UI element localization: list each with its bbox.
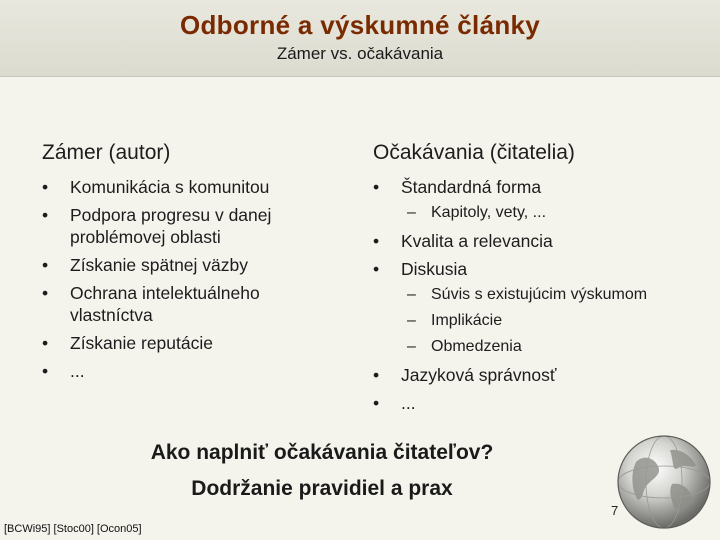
bullet-item: • Štandardná forma — [373, 176, 713, 198]
left-column-heading: Zámer (autor) — [42, 141, 171, 164]
bullet-item: • Komunikácia s komunitou — [42, 176, 332, 198]
bullet-item: • Získanie reputácie — [42, 332, 332, 354]
bullet-item: • ... — [42, 360, 332, 382]
bullet-item: • Podpora progresu v danej problémovej oblasti — [42, 204, 332, 248]
left-bullet-list — [42, 176, 332, 382]
right-bullet-list — [373, 176, 713, 414]
sub-bullet-item: – Kapitoly, vety, ... — [373, 202, 713, 224]
slide-subtitle: Zámer vs. očakávania — [276, 44, 444, 63]
slide-title: Odborné a výskumné články — [179, 10, 541, 40]
slide-header — [0, 0, 720, 77]
sub-bullet-item: – Súvis s existujúcim výskumom — [373, 284, 713, 306]
bullet-item: • Diskusia — [373, 258, 713, 280]
bullet-item: • Ochrana intelektuálneho vlastníctva — [42, 282, 332, 326]
bullet-item: • Jazyková správnosť — [373, 364, 713, 386]
right-column-heading: Očakávania (čitatelia) — [373, 141, 575, 164]
bullet-item: • Získanie spätnej väzby — [42, 254, 332, 276]
citation-references: [BCWi95] [Stoc00] [Ocon05] — [4, 523, 142, 535]
answer-line: Dodržanie pravidiel a prax — [191, 477, 453, 500]
sub-bullet-item: – Obmedzenia — [373, 336, 713, 358]
page-number: 7 — [611, 503, 619, 518]
sub-bullet-item: – Implikácie — [373, 310, 713, 332]
question-line: Ako naplniť očakávania čitateľov? — [150, 441, 494, 464]
globe-icon — [614, 432, 714, 532]
bullet-item: • ... — [373, 392, 713, 414]
bullet-item: • Kvalita a relevancia — [373, 230, 713, 252]
